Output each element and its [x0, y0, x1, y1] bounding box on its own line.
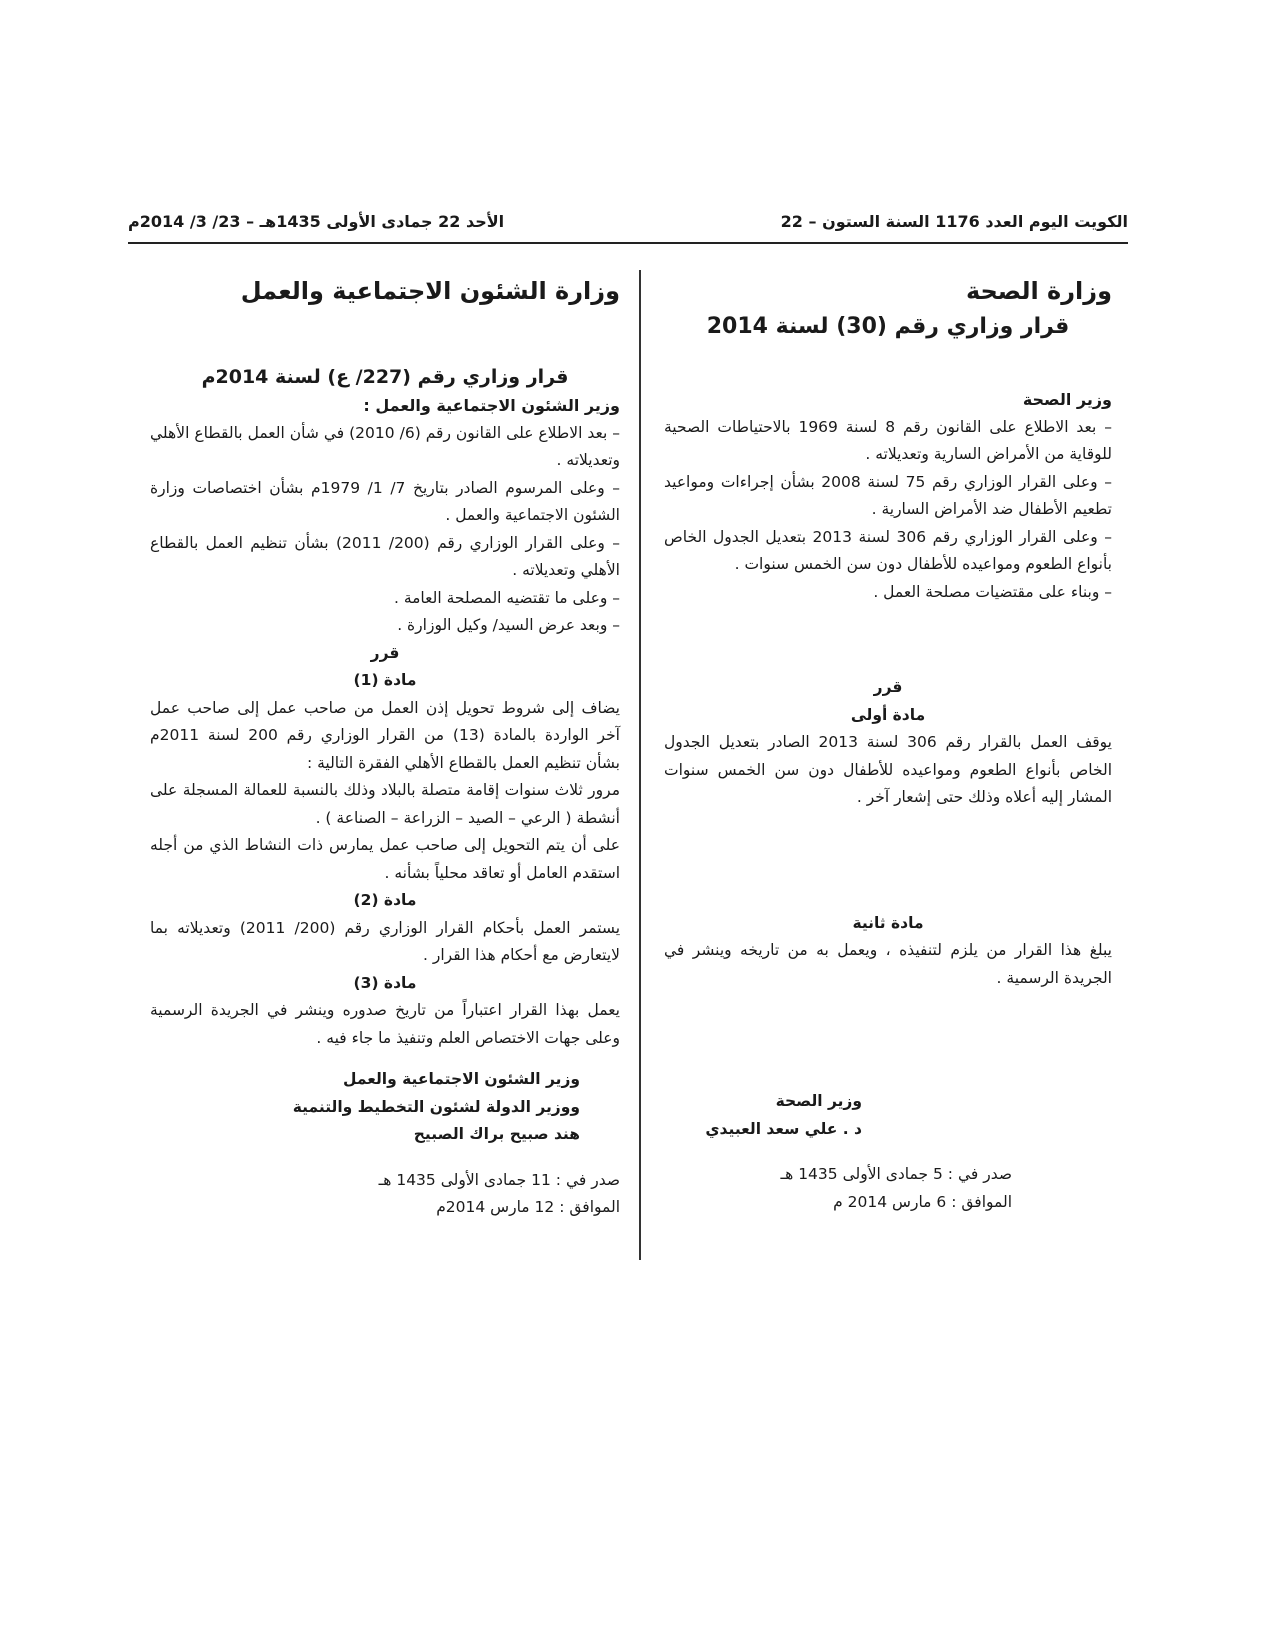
- article-heading: مادة أولى: [850, 705, 926, 724]
- article-text: يبلغ هذا القرار من يلزم لتنفيذه ، ويعمل به من تاريخه وينشر في الجريدة الرسمية .: [664, 941, 1112, 987]
- header-issue-info: الكويت اليوم العدد 1176 السنة الستون – 22: [780, 212, 1128, 231]
- signature-title: وزير الصحة: [775, 1092, 862, 1110]
- decided-heading: قرر: [873, 678, 903, 696]
- article-text: مرور ثلاث سنوات إقامة متصلة بالبلاد وذلك بالنسبة للعمالة المسجلة على أنشطة ( الرعي – الصيد – الزراعة – الصناعة ) .: [150, 781, 620, 827]
- article-text: يعمل بهذا القرار اعتباراً من تاريخ صدوره وينشر في الجريدة الرسمية وعلى جهات الاختصاص العلم وتنفيذ ما جاء فيه .: [150, 1001, 620, 1047]
- column-divider: [639, 270, 641, 1260]
- preamble: [664, 386, 1112, 606]
- header-rule: [128, 242, 1128, 244]
- signature-name: د . علي سعد العبيدي: [705, 1119, 862, 1138]
- preamble-item: – وعلى القرار الوزاري رقم (200/ 2011) بشأن تنظيم العمل بالقطاع الأهلي وتعديلاته .: [150, 533, 620, 579]
- article-heading: مادة (3): [353, 973, 417, 992]
- decision-body: [150, 420, 620, 1053]
- decision-body: [664, 674, 1112, 812]
- article-text: يضاف إلى شروط تحويل إذن العمل من صاحب عمل إلى صاحب عمل آخر الواردة بالمادة (13) من القرار الوزاري رقم 200 لسنة 2011م بشأن تنظيم العمل بالقطاع الأهلي الفقرة التالية :: [150, 698, 620, 772]
- minister-heading: وزير الصحة: [1022, 390, 1112, 409]
- decision-title: قرار وزاري رقم (227/ ع) لسنة 2014م: [201, 366, 569, 388]
- article-heading: مادة (2): [353, 891, 417, 909]
- preamble-item: – وبناء على مقتضيات مصلحة العمل .: [873, 582, 1112, 601]
- signature-title: وزير الشئون الاجتماعية والعمل: [342, 1070, 580, 1088]
- signature-name: هند صبيح براك الصبيح: [413, 1125, 580, 1143]
- signature-block: [150, 1066, 620, 1149]
- signature-title-2: ووزير الدولة لشئون التخطيط والتنمية: [292, 1097, 580, 1116]
- article-heading: مادة (1): [353, 671, 417, 689]
- decided-heading: قرر: [370, 643, 400, 662]
- article-text: يستمر العمل بأحكام القرار الوزاري رقم (200/ 2011) وتعديلاته بما لايتعارض مع أحكام هذا القرار .: [150, 918, 621, 964]
- article-two: [664, 910, 1112, 993]
- preamble-item: – وعلى المرسوم الصادر بتاريخ 7/ 1/ 1979م بشأن اختصاصات وزارة الشئون الاجتماعية والعمل .: [150, 478, 621, 524]
- preamble-item: – وعلى القرار الوزاري رقم 75 لسنة 2008 بشأن إجراءات ومواعيد تطعيم الأطفال ضد الأمراض السارية .: [664, 472, 1112, 518]
- preamble-item: – بعد الاطلاع على القانون رقم (6/ 2010) في شأن العمل بالقطاع الأهلي وتعديلاته .: [150, 423, 621, 469]
- issue-date-block: [150, 1167, 620, 1222]
- article-text: على أن يتم التحويل إلى صاحب عمل يمارس ذات النشاط الذي من أجله استقدم العامل أو تعاقد محلياً بشأنه .: [150, 836, 620, 882]
- issued-date: صدر في : 11 جمادى الأولى 1435 هـ: [378, 1170, 620, 1189]
- ministry-name: وزارة الصحة: [965, 277, 1112, 305]
- corresponding-date: الموافق : 12 مارس 2014م: [436, 1198, 620, 1216]
- preamble-item: – وعلى القرار الوزاري رقم 306 لسنة 2013 بتعديل الجدول الخاص بأنواع الطعوم ومواعيده للأطفال دون سن الخمس سنوات .: [664, 527, 1112, 573]
- preamble-item: – بعد الاطلاع على القانون رقم 8 لسنة 1969 بالاحتياطات الصحية للوقاية من الأمراض السارية وتعديلاته .: [664, 417, 1112, 463]
- issue-date-block: [664, 1161, 1112, 1216]
- ministry-name: وزارة الشئون الاجتماعية والعمل: [240, 277, 620, 305]
- social-affairs-ministry-column: [150, 272, 620, 1222]
- signature-block: [664, 1088, 1112, 1143]
- page-header: [128, 212, 1128, 246]
- preamble-item: – وبعد عرض السيد/ وكيل الوزارة .: [397, 616, 620, 634]
- header-date: الأحد 22 جمادى الأولى 1435هـ – 23/ 3/ 2014م: [128, 212, 505, 231]
- article-text: يوقف العمل بالقرار رقم 306 لسنة 2013 الصادر بتعديل الجدول الخاص بأنواع الطعوم ومواعيده للأطفال دون سن الخمس سنوات المشار إليه أعلاه وذلك حتى إشعار آخر .: [664, 733, 1112, 806]
- article-heading: مادة ثانية: [852, 913, 924, 932]
- preamble-item: – وعلى ما تقتضيه المصلحة العامة .: [393, 588, 620, 607]
- corresponding-date: الموافق : 6 مارس 2014 م: [833, 1192, 1012, 1211]
- minister-heading: وزير الشئون الاجتماعية والعمل :: [363, 396, 620, 415]
- issued-date: صدر في : 5 جمادى الأولى 1435 هـ: [780, 1165, 1012, 1183]
- health-ministry-column: [664, 272, 1112, 1216]
- decision-title: قرار وزاري رقم (30) لسنة 2014: [706, 314, 1070, 339]
- decision-header: [150, 362, 620, 420]
